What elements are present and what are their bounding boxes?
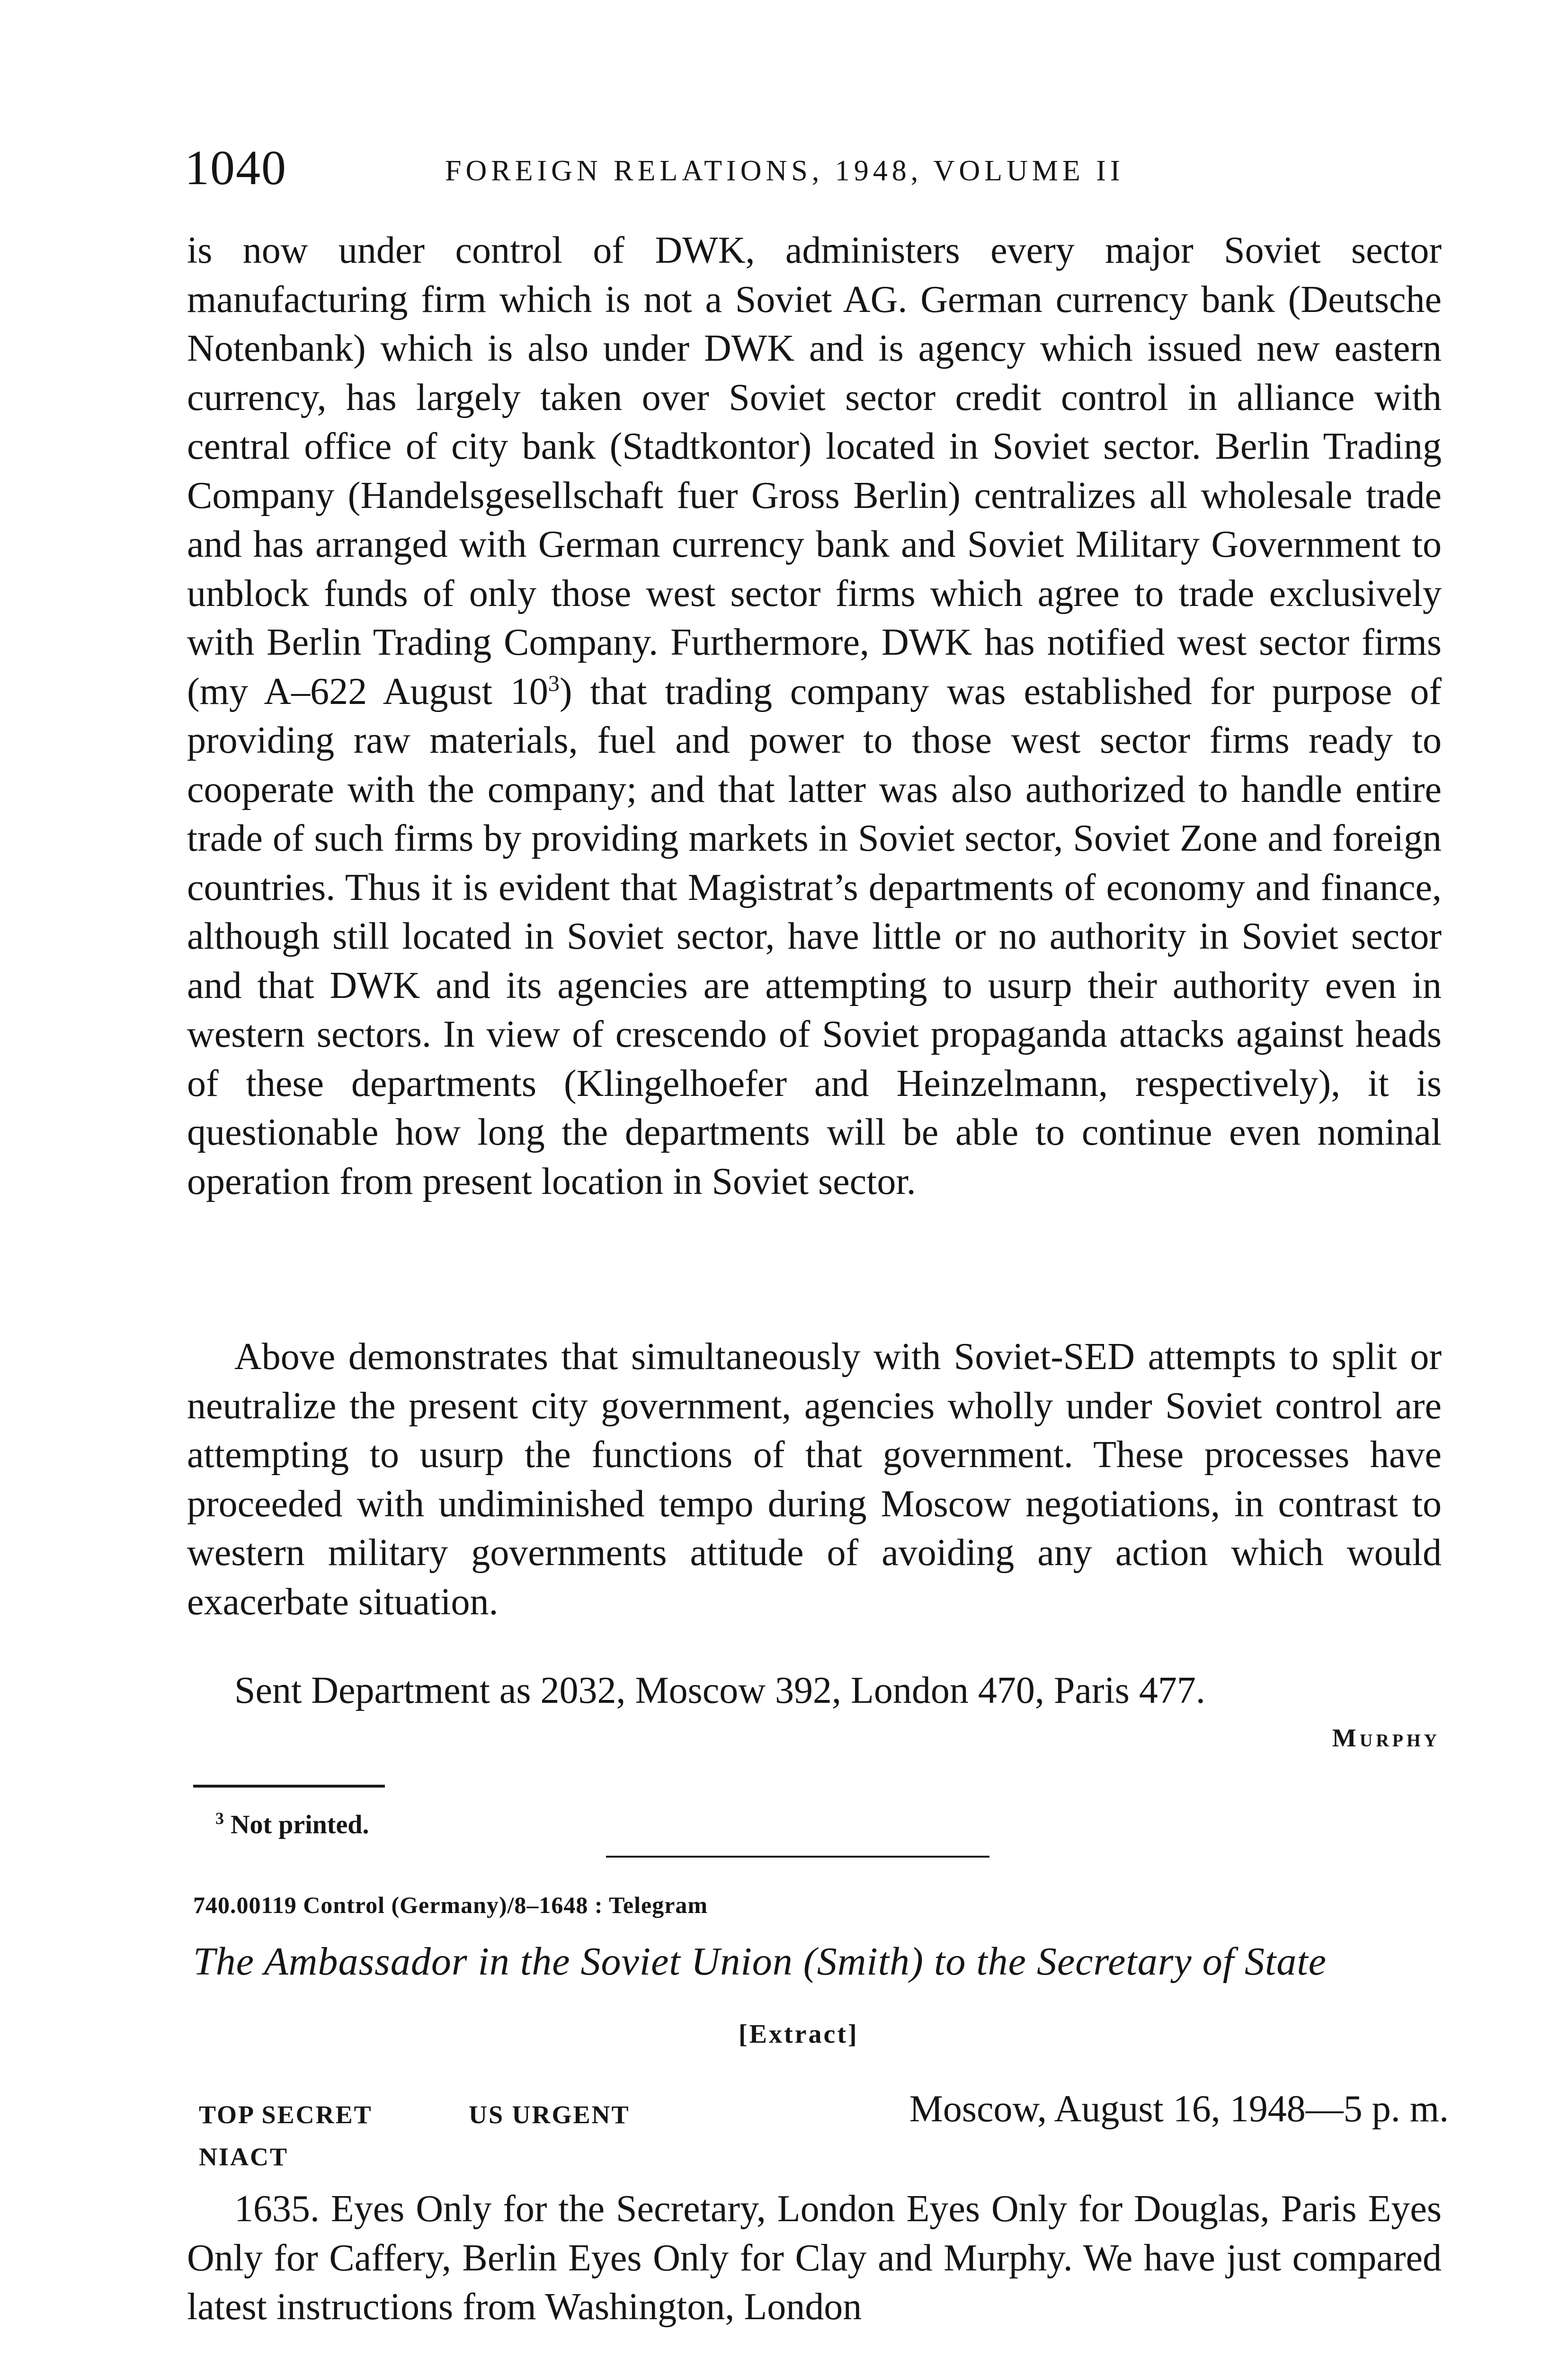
paragraph-text: is now under control of DWK, administers every major Soviet sector manufacturing firm which is not a Soviet AG. German currency bank (Deutsche Notenbank) which is also under DWK and is agency which issued new eastern currency, has largely taken over Soviet sector credit control in alliance with central office of city bank (Stadtkontor) located in Soviet sector. Berlin Trading Company (Handelsgesellschaft fuer Gross Berlin) centralizes all wholesale trade and has arranged with German currency bank and Soviet Military Government to unblock funds of only those west sector firms which agree to trade exclusively with Berlin Trading Company. Furthermore, DWK has notified west sector firms (my A–622 August 10 (187, 230, 1442, 712)
paragraph-continued (187, 226, 1442, 1206)
footnote-reference: 3 (548, 670, 560, 696)
page-header (185, 137, 1439, 199)
running-head: FOREIGN RELATIONS, 1948, VOLUME II (445, 155, 1124, 187)
footnote-text: Not printed. (231, 1810, 369, 1840)
section-divider (606, 1856, 989, 1858)
classification: TOP SECRET (199, 2100, 373, 2129)
dateline: Moscow, August 16, 1948—5 p. m. (909, 2088, 1449, 2130)
precedence: US URGENT (469, 2100, 630, 2129)
footnote-marker: 3 (215, 1809, 224, 1828)
body-text-conclusion (187, 1333, 1442, 1627)
classification-line (199, 2088, 1449, 2140)
footnote (215, 1808, 369, 1840)
niact-label: NIACT (199, 2143, 289, 2171)
page-number: 1040 (185, 141, 287, 195)
paragraph: Above demonstrates that simultaneously with Soviet-SED attempts to split or neutralize the present city government, agencies wholly under Soviet control are attempting to usurp the functions of that government. These processes have proceeded with undiminished tempo during Moscow negotiations, in contrast to western military governments attitude of avoiding any action which would exacerbate situation. (187, 1336, 1442, 1623)
signature: Murphy (1332, 1724, 1440, 1752)
telegram-body (187, 2185, 1442, 2332)
body-text-sent (187, 1666, 1442, 1716)
paragraph-text: ) that trading company was established for purpose of providing raw materials, fuel and power to those west sector firms ready to cooperate with the company; and that latter was also authorized to handle entire trade of such firms by providing markets in Soviet sector, Soviet Zone and foreign countries. Thus it is evident that Magistrat’s departments of economy and finance, although still located in Soviet sector, have little or no authority in Soviet sector and that DWK and its agencies are attempting to usurp their authority even in western sectors. In view of crescendo of Soviet propaganda attacks against heads of these departments (Klingelhoefer and Heinzelmann, respectively), it is questionable how long the departments will be able to continue even nominal operation from present location in Soviet sector. (187, 670, 1442, 1202)
telegram-paragraph: 1635. Eyes Only for the Secretary, London Eyes Only for Douglas, Paris Eyes Only for Caffery, Berlin Eyes Only for Clay and Murphy. We have just compared latest instructions from Washington, London (187, 2188, 1442, 2328)
body-text-continued (187, 226, 1442, 1206)
footnote-divider (193, 1785, 385, 1788)
file-reference: 740.00119 Control (Germany)/8–1648 : Telegram (193, 1892, 708, 1918)
document-title: The Ambassador in the Soviet Union (Smith) to the Secretary of State (193, 1940, 1327, 1984)
sent-line: Sent Department as 2032, Moscow 392, London 470, Paris 477. (234, 1670, 1205, 1711)
extract-label: [Extract] (739, 2020, 859, 2049)
